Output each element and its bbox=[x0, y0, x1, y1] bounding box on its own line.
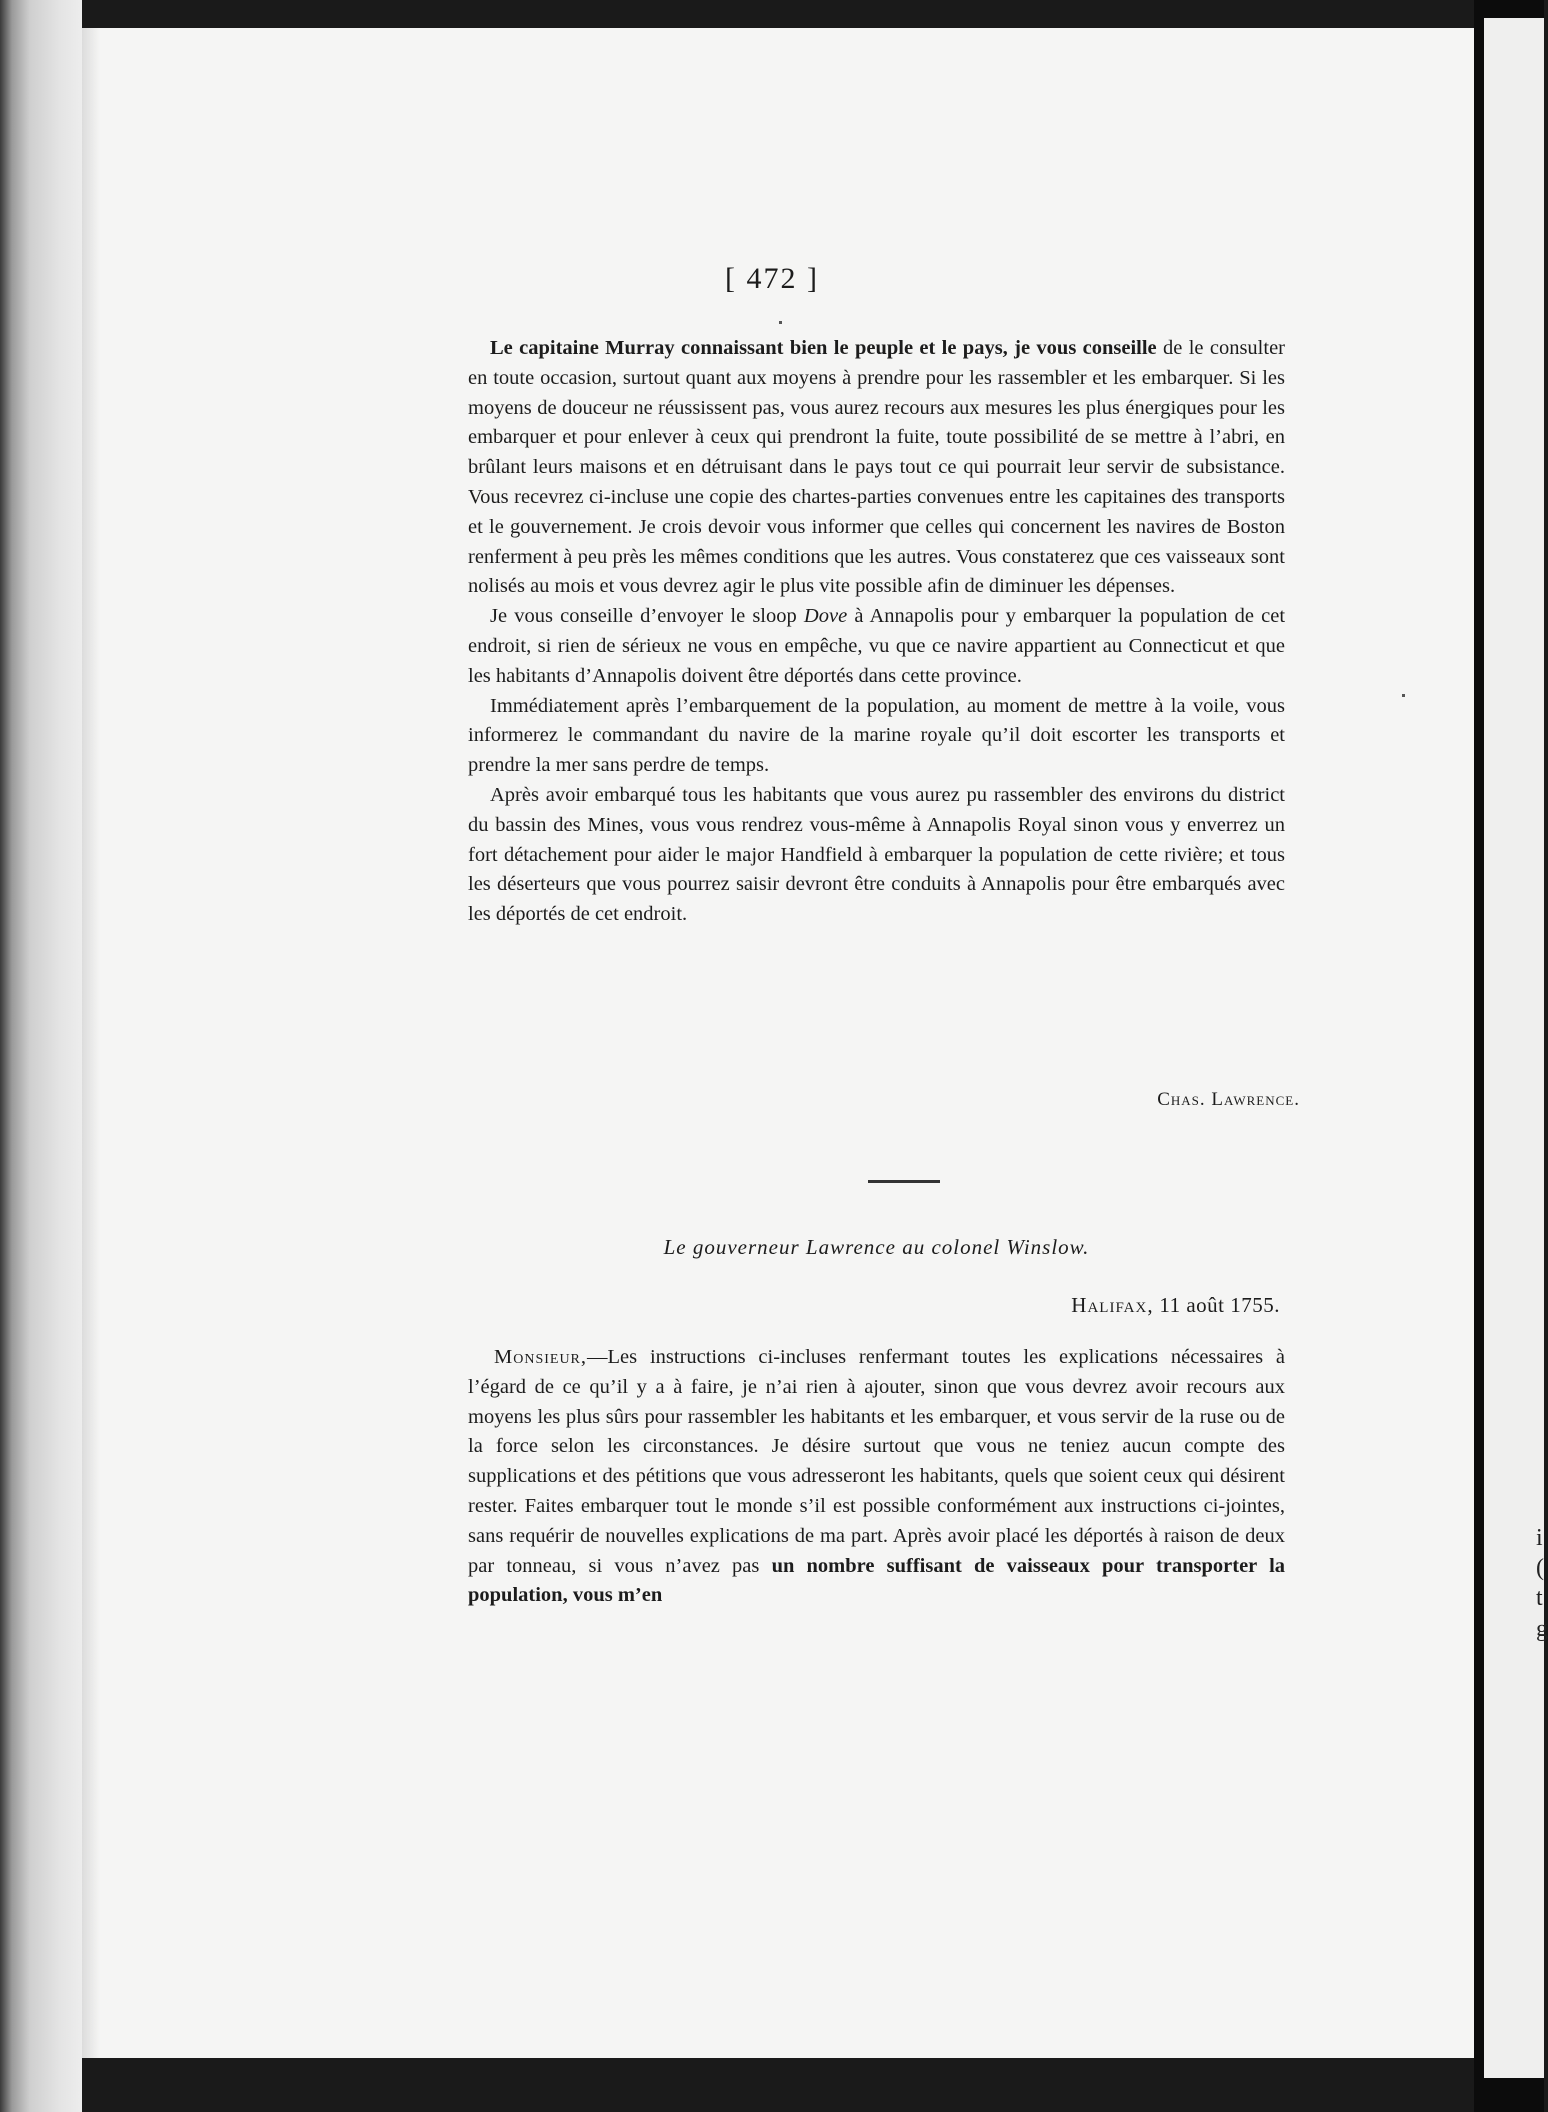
dateline-place: Halifax, bbox=[1071, 1293, 1154, 1317]
paragraph-lead: Le capitaine Murray connaissant bien le peuple et le pays, je vous conseille bbox=[490, 337, 1157, 359]
paragraph-text: Je vous conseille d’envoyer le sloop bbox=[490, 605, 804, 628]
page-gutter-shadow bbox=[82, 28, 100, 2058]
paragraph-text: à Annapolis pour y embarquer la population de cet endroit, si rien de sérieux ne vous en empêche, vu que ce navire appartient au Connecticut et que les habitants d’Annapolis doivent être déportés dans cette province. bbox=[468, 605, 1286, 687]
paragraph-text: de le consulter en toute occasion, surtout quant aux moyens à prendre pour les rassembler et les embarquer. Si les moyens de douceur ne réussissent pas, vous aurez recours aux mesures les plus énergiques pour les embarquer et pour enlever à ceux qui prendront la fuite, toute possibilité de se mettre à l’abri, en brûlant leurs maisons et en détruisant dans le pays tout ce qui pourrait leur servir de subsistance. Vous recevrez ci-incluse une copie des chartes-parties convenues entre les capitaines des transports et le gouvernement. Je crois devoir vous informer que celles qui concernent les navires de Boston renferment à peu près les mêmes conditions que les autres. Vous constaterez que ces vaisseaux sont nolisés au mois et vous devrez agir le plus vite possible afin de diminuer les dépenses. bbox=[468, 337, 1285, 598]
ink-speck bbox=[1402, 694, 1405, 697]
paragraph bbox=[468, 1343, 1285, 1611]
signature: Chas. Lawrence. bbox=[1157, 1089, 1300, 1110]
next-page-fragment: t bbox=[1536, 1585, 1543, 1611]
paragraph-text: Après avoir embarqué tous les habitants que vous aurez pu rassembler des environs du district du bassin des Mines, vous vous rendrez vous-même à Annapolis Royal sinon vous y enverrez un fort détachement pour aider le major Handfield à embarquer la population de cette rivière; et tous les déserteurs que vous pourrez saisir devront être conduits à Annapolis pour être embarqués avec les déportés de cet endroit. bbox=[468, 783, 1285, 926]
book-spine-shadow bbox=[0, 0, 82, 2112]
dateline-date: 11 août 1755. bbox=[1153, 1293, 1280, 1317]
paragraph bbox=[468, 334, 1285, 602]
ink-speck bbox=[779, 321, 782, 324]
next-page-fragment: i bbox=[1536, 1525, 1543, 1551]
letter-2-body bbox=[468, 1343, 1285, 1611]
dateline bbox=[468, 1293, 1280, 1318]
paragraph-text: —Les instructions ci-incluses renfermant toutes les explications nécessaires à l’égard de ce qu’il y a à faire, je n’ai rien à ajouter, sinon que vous devrez avoir recours aux moyens les plus sûrs pour rassembler les habitants et les embarquer, et vous servir de la ruse ou de la force selon les circonstances. Je désire surtout que vous ne teniez aucun compte des supplications et des pétitions que vous adresseront les habitants, quels que soient ceux qui désirent rester. Faites embarquer tout le monde s’il est possible conformément aux instructions ci-jointes, sans requérir de nouvelles explications de ma part. Après avoir placé les déportés à raison de deux par tonneau, si vous n’avez pas bbox=[468, 1346, 1285, 1577]
letter-1-body bbox=[468, 334, 1285, 930]
next-page-fragment: g bbox=[1536, 1616, 1548, 1642]
paragraph bbox=[468, 602, 1285, 691]
page-number: [ 472 ] bbox=[725, 262, 819, 295]
section-divider bbox=[868, 1180, 940, 1183]
next-page-fragment: ( bbox=[1536, 1555, 1544, 1581]
book-page bbox=[82, 28, 1474, 2058]
next-page-edge bbox=[1484, 18, 1548, 2078]
paragraph-text-bold: un nombre suffisant de vaisseaux pour transporter la population, vous m’en bbox=[468, 1554, 1286, 1607]
letter-heading: Le gouverneur Lawrence au colonel Winslow. bbox=[663, 1235, 1090, 1259]
ship-name: Dove bbox=[803, 605, 848, 628]
paragraph bbox=[468, 781, 1285, 930]
paragraph-text: Immédiatement après l’embarquement de la population, au moment de mettre à la voile, vous informerez le commandant du navire de la marine royale qu’il doit escorter les transports et prendre la mer sans perdre de temps. bbox=[468, 694, 1285, 777]
paragraph bbox=[468, 692, 1285, 781]
salutation: Monsieur, bbox=[494, 1346, 588, 1368]
